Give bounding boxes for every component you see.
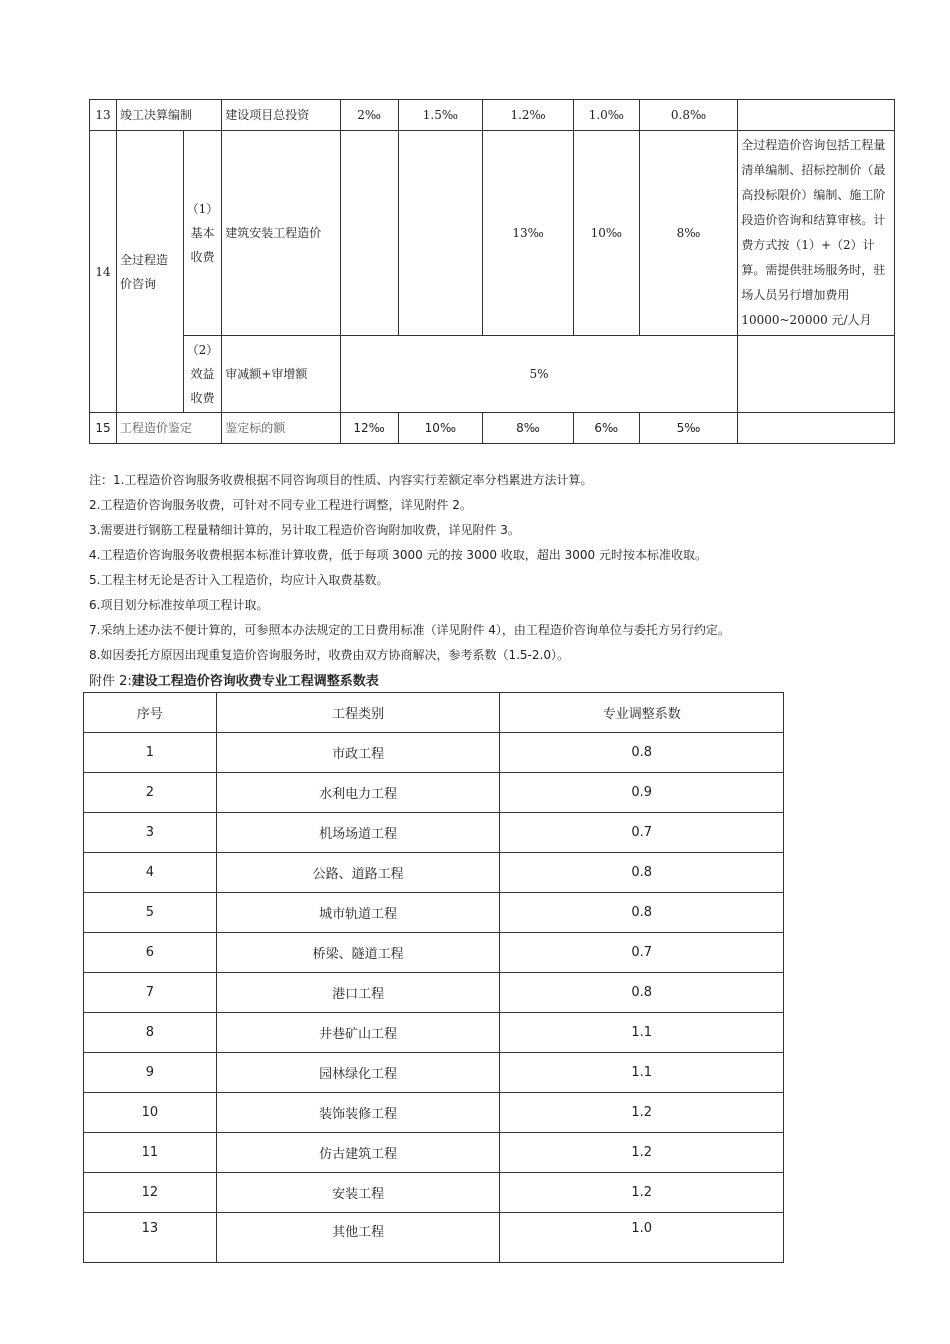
sub-item-label-line: 基本: [190, 226, 215, 240]
sub-item-label-line: （2）: [186, 343, 219, 357]
project-category: 其他工程: [216, 1213, 500, 1263]
table-row: [84, 1013, 784, 1053]
coefficient: 0.8: [500, 733, 784, 773]
rate-cell: 1.0‰: [573, 100, 639, 131]
row-index: 4: [84, 853, 217, 893]
project-category: 城市轨道工程: [216, 893, 500, 933]
table-row: [90, 336, 895, 413]
note-item: 6.项目划分标准按单项工程计取。: [89, 598, 269, 612]
table-row: [84, 973, 784, 1013]
table-row: [84, 1173, 784, 1213]
coefficient: 0.8: [500, 973, 784, 1013]
project-category: 装饰装修工程: [216, 1093, 500, 1133]
coefficient: 0.7: [500, 813, 784, 853]
note-line: 段造价咨询和结算审核。计: [741, 213, 886, 227]
project-category: 园林绿化工程: [216, 1053, 500, 1093]
fee-rate-table: [89, 99, 895, 444]
appendix-prefix: 附件 2:: [89, 674, 132, 689]
rate-cell: 1.5‰: [398, 100, 483, 131]
note-line: 算。需提供驻场服务时，驻: [741, 263, 886, 277]
note-line: 全过程造价咨询包括工程量: [741, 138, 886, 152]
rate-cell: 6‰: [573, 413, 639, 444]
project-category: 机场场道工程: [216, 813, 500, 853]
note-item: 7.采纳上述办法不便计算的，可参照本办法规定的工日费用标准（详见附件 4），由工程造价咨询单位与委托方另行约定。: [89, 623, 730, 637]
fee-basis: 审减额+审增额: [222, 336, 340, 413]
item-name: 竣工决算编制: [116, 100, 221, 131]
sub-item-label-line: 效益: [190, 367, 215, 381]
note-line: 费方式按（1）+（2）计: [741, 238, 875, 252]
table-row: [84, 1093, 784, 1133]
note-line: 清单编制、招标控制价（最: [741, 163, 886, 177]
rate-cell: 10‰: [573, 131, 639, 336]
note-item: 4.工程造价咨询服务收费根据本标准计算收费，低于每项 3000 元的按 3000 收取，超出 3000 元时按本标准收取。: [89, 548, 707, 562]
fee-basis: 建设项目总投资: [222, 100, 340, 131]
note-cell: [738, 100, 895, 131]
project-category: 公路、道路工程: [216, 853, 500, 893]
project-category: 仿古建筑工程: [216, 1133, 500, 1173]
sub-item-label-line: 收费: [190, 391, 215, 405]
fee-basis: 建筑安装工程造价: [222, 131, 340, 336]
coefficient: 1.1: [500, 1053, 784, 1093]
table-row: [84, 893, 784, 933]
table-row: [84, 733, 784, 773]
row-index: 6: [84, 933, 217, 973]
fee-basis: 鉴定标的额: [222, 413, 340, 444]
note-item: 8.如因委托方原因出现重复造价咨询服务时，收费由双方协商解决，参考系数（1.5-2.0）。: [89, 648, 569, 662]
row-index: 1: [84, 733, 217, 773]
sub-item-label: [183, 336, 222, 413]
coefficient: 1.2: [500, 1093, 784, 1133]
note-cell: [738, 336, 895, 413]
project-category: 水利电力工程: [216, 773, 500, 813]
row-index: 11: [84, 1133, 217, 1173]
table-row: [84, 773, 784, 813]
project-category: 井巷矿山工程: [216, 1013, 500, 1053]
coefficient: 1.2: [500, 1133, 784, 1173]
rate-cell: 8‰: [639, 131, 738, 336]
table-row: [84, 1053, 784, 1093]
column-header: 序号: [84, 693, 217, 733]
coefficient: 0.8: [500, 853, 784, 893]
column-header: 专业调整系数: [500, 693, 784, 733]
adjustment-coefficient-table: [83, 692, 784, 1263]
rate-cell: 0.8‰: [639, 100, 738, 131]
coefficient: 1.0: [500, 1213, 784, 1263]
row-index: 8: [84, 1013, 217, 1053]
project-category: 安装工程: [216, 1173, 500, 1213]
note-line: 场人员另行增加费用: [741, 288, 850, 302]
table-header-row: [84, 693, 784, 733]
row-index: 2: [84, 773, 217, 813]
rate-cell: 5‰: [639, 413, 738, 444]
coefficient: 0.7: [500, 933, 784, 973]
row-number: 14: [90, 131, 117, 413]
rate-cell: 10‰: [398, 413, 483, 444]
column-header: 工程类别: [216, 693, 500, 733]
row-index: 13: [84, 1213, 217, 1263]
rate-cell: [398, 131, 483, 336]
note-item: 3.需要进行钢筋工程量精细计算的，另计取工程造价咨询附加收费，详见附件 3。: [89, 523, 520, 537]
coefficient: 0.9: [500, 773, 784, 813]
table-row: [84, 853, 784, 893]
note-cell: [738, 131, 895, 336]
rate-cell: 5%: [340, 336, 738, 413]
rate-cell: 2‰: [340, 100, 398, 131]
coefficient: 1.1: [500, 1013, 784, 1053]
note-line: 10000~20000 元/人月: [741, 313, 872, 327]
rate-cell: 1.2‰: [483, 100, 574, 131]
sub-item-label-line: 收费: [190, 250, 215, 264]
table-row: [84, 933, 784, 973]
row-number: 15: [90, 413, 117, 444]
row-index: 5: [84, 893, 217, 933]
item-name: 全过程造价咨询: [116, 131, 183, 413]
table-row: [84, 1133, 784, 1173]
table-row: [90, 413, 895, 444]
table-row: [90, 131, 895, 336]
rate-cell: 13‰: [483, 131, 574, 336]
appendix-heading: 建设工程造价咨询收费专业工程调整系数表: [131, 674, 379, 689]
note-item: 注：1.工程造价咨询服务收费根据不同咨询项目的性质、内容实行差额定率分档累进方法计算。: [89, 473, 593, 487]
table-row: [84, 1213, 784, 1263]
appendix-title: [89, 670, 379, 689]
note-item: 5.工程主材无论是否计入工程造价，均应计入取费基数。: [89, 573, 389, 587]
row-index: 7: [84, 973, 217, 1013]
row-index: 9: [84, 1053, 217, 1093]
table-row: [90, 100, 895, 131]
note-item: 2.工程造价咨询服务收费，可针对不同专业工程进行调整，详见附件 2。: [89, 498, 472, 512]
note-line: 高投标限价）编制、施工阶: [741, 188, 886, 202]
table-row: [84, 813, 784, 853]
row-index: 12: [84, 1173, 217, 1213]
item-name: 工程造价鉴定: [116, 413, 221, 444]
rate-cell: [340, 131, 398, 336]
coefficient: 1.2: [500, 1173, 784, 1213]
note-cell: [738, 413, 895, 444]
project-category: 港口工程: [216, 973, 500, 1013]
coefficient: 0.8: [500, 893, 784, 933]
rate-cell: 12‰: [340, 413, 398, 444]
rate-cell: 8‰: [483, 413, 574, 444]
sub-item-label: [183, 131, 222, 336]
row-number: 13: [90, 100, 117, 131]
notes-section: [89, 468, 929, 668]
row-index: 10: [84, 1093, 217, 1133]
project-category: 桥梁、隧道工程: [216, 933, 500, 973]
project-category: 市政工程: [216, 733, 500, 773]
row-index: 3: [84, 813, 217, 853]
sub-item-label-line: （1）: [186, 202, 219, 216]
